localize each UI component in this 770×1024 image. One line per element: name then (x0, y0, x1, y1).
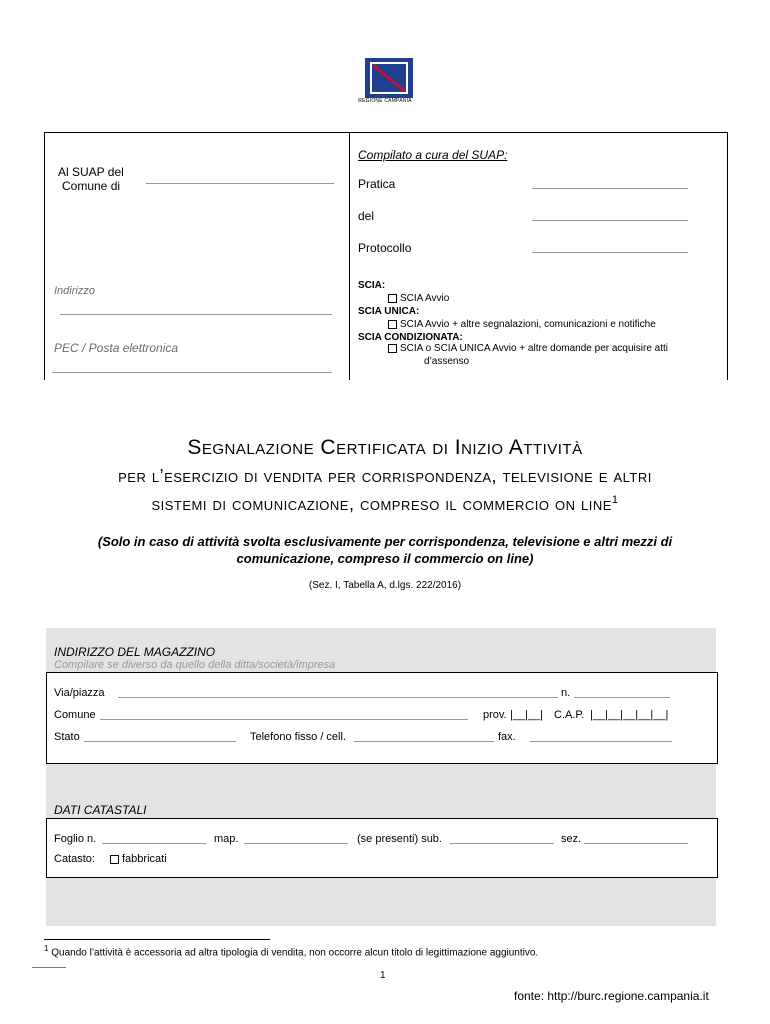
sez-input-line[interactable] (584, 843, 688, 844)
scia-condizionata-label: SCIA CONDIZIONATA: (358, 332, 463, 343)
scia-unica-text: SCIA Avvio + altre segnalazioni, comunicazioni e notifiche (400, 319, 656, 330)
header-divider (349, 132, 350, 380)
document-title-line3: sistemi di comunicazione, compreso il commercio on line (151, 494, 612, 514)
document-title-line3-wrap (0, 494, 770, 515)
indirizzo-label: Indirizzo (54, 285, 95, 297)
footnote-text: Quando l’attività è accessoria ad altra tipologia di vendita, non occorre alcun titolo di legittimazione aggiuntivo. (51, 947, 539, 959)
foglio-input-line[interactable] (102, 843, 206, 844)
legal-reference: (Sez. I, Tabella A, d.lgs. 222/2016) (308, 580, 462, 591)
scia-unica-checkbox[interactable] (388, 320, 397, 329)
scia-unica-label: SCIA UNICA: (358, 306, 420, 317)
prov-label: prov. (483, 709, 507, 721)
indirizzo-input-line[interactable] (60, 314, 332, 315)
pec-input-line[interactable] (52, 372, 332, 373)
subtitle-line2: comunicazione, compreso il commercio on line) (236, 551, 534, 566)
regione-campania-logo (361, 58, 417, 114)
scia-condizionata-text: SCIA o SCIA UNICA Avvio + altre domande per acquisire atti (400, 343, 669, 354)
catastali-heading: DATI CATASTALI (54, 803, 147, 817)
header-right-border (727, 132, 728, 380)
magazzino-hint: Compilare se diverso da quello della ditta/società/impresa (54, 659, 336, 671)
telefono-label: Telefono fisso / cell. (250, 731, 346, 743)
del-input-line[interactable] (532, 220, 688, 221)
document-title-line2: per l’esercizio di vendita per corrispondenza, televisione e altri (118, 466, 652, 486)
pratica-input-line[interactable] (532, 188, 688, 189)
scia-avvio-text: SCIA Avvio (400, 293, 450, 304)
fax-label: fax. (498, 731, 516, 743)
scia-condizionata-option[interactable] (388, 343, 668, 354)
telefono-input-line[interactable] (354, 741, 494, 742)
document-title: Segnalazione Certificata di Inizio Attività (187, 436, 583, 459)
map-label: map. (214, 833, 239, 845)
fabbricati-checkbox[interactable] (110, 855, 119, 864)
comune-di-label: Comune di (62, 179, 121, 193)
foglio-label: Foglio n. (54, 833, 97, 845)
scia-condizionata-text-cont: d’assenso (424, 356, 470, 367)
compilato-label: Compilato a cura del SUAP: (358, 148, 508, 162)
via-input-line[interactable] (118, 697, 558, 698)
catasto-label: Catasto: (54, 853, 95, 865)
fabbricati-text: fabbricati (122, 853, 167, 865)
scia-label: SCIA: (358, 280, 386, 291)
scia-avvio-checkbox[interactable] (388, 294, 397, 303)
magazzino-heading: INDIRIZZO DEL MAGAZZINO (54, 645, 216, 659)
al-suap-label: Al SUAP del (58, 165, 124, 179)
header-left-border (44, 132, 45, 380)
comune-input-line[interactable] (100, 719, 468, 720)
pratica-label: Pratica (358, 177, 396, 191)
subtitle-line1: (Solo in caso di attività svolta esclusivamente per corrispondenza, televisione e altri mezzi di (97, 534, 673, 549)
stato-label: Stato (54, 731, 80, 743)
stato-input-line[interactable] (84, 741, 236, 742)
logo-caption: REGIONE CAMPANIA (358, 98, 412, 104)
sez-label: sez. (561, 833, 582, 845)
footnote-mark (32, 967, 66, 968)
sub-label: (se presenti) sub. (357, 833, 442, 845)
del-label: del (358, 209, 375, 223)
comune-label: Comune (54, 709, 96, 721)
scia-avvio-option[interactable] (388, 293, 449, 304)
comune-input-line[interactable] (146, 183, 334, 184)
scia-unica-option[interactable] (388, 319, 656, 330)
cap-label: C.A.P. (554, 709, 585, 721)
page-number: 1 (380, 970, 386, 981)
cap-input[interactable]: |__|__|__|__|__| (590, 709, 669, 721)
n-input-line[interactable] (574, 697, 670, 698)
fabbricati-option[interactable] (110, 853, 167, 865)
footnote-separator (44, 939, 270, 940)
header-top-border (44, 132, 728, 133)
source-url: fonte: http://burc.regione.campania.it (514, 989, 709, 1003)
footnote-ref[interactable]: 1 (611, 494, 619, 506)
pec-label: PEC / Posta elettronica (54, 341, 179, 355)
sub-input-line[interactable] (450, 843, 554, 844)
footnote (44, 944, 538, 958)
scia-condizionata-checkbox[interactable] (388, 344, 397, 353)
via-label: Via/piazza (54, 687, 105, 699)
n-label: n. (561, 687, 571, 699)
fax-input-line[interactable] (530, 741, 672, 742)
protocollo-input-line[interactable] (532, 252, 688, 253)
protocollo-label: Protocollo (358, 241, 412, 255)
footnote-number: 1 (44, 944, 49, 953)
catastali-form-box (46, 818, 718, 878)
map-input-line[interactable] (244, 843, 348, 844)
prov-input[interactable]: |__|__| (510, 709, 544, 721)
